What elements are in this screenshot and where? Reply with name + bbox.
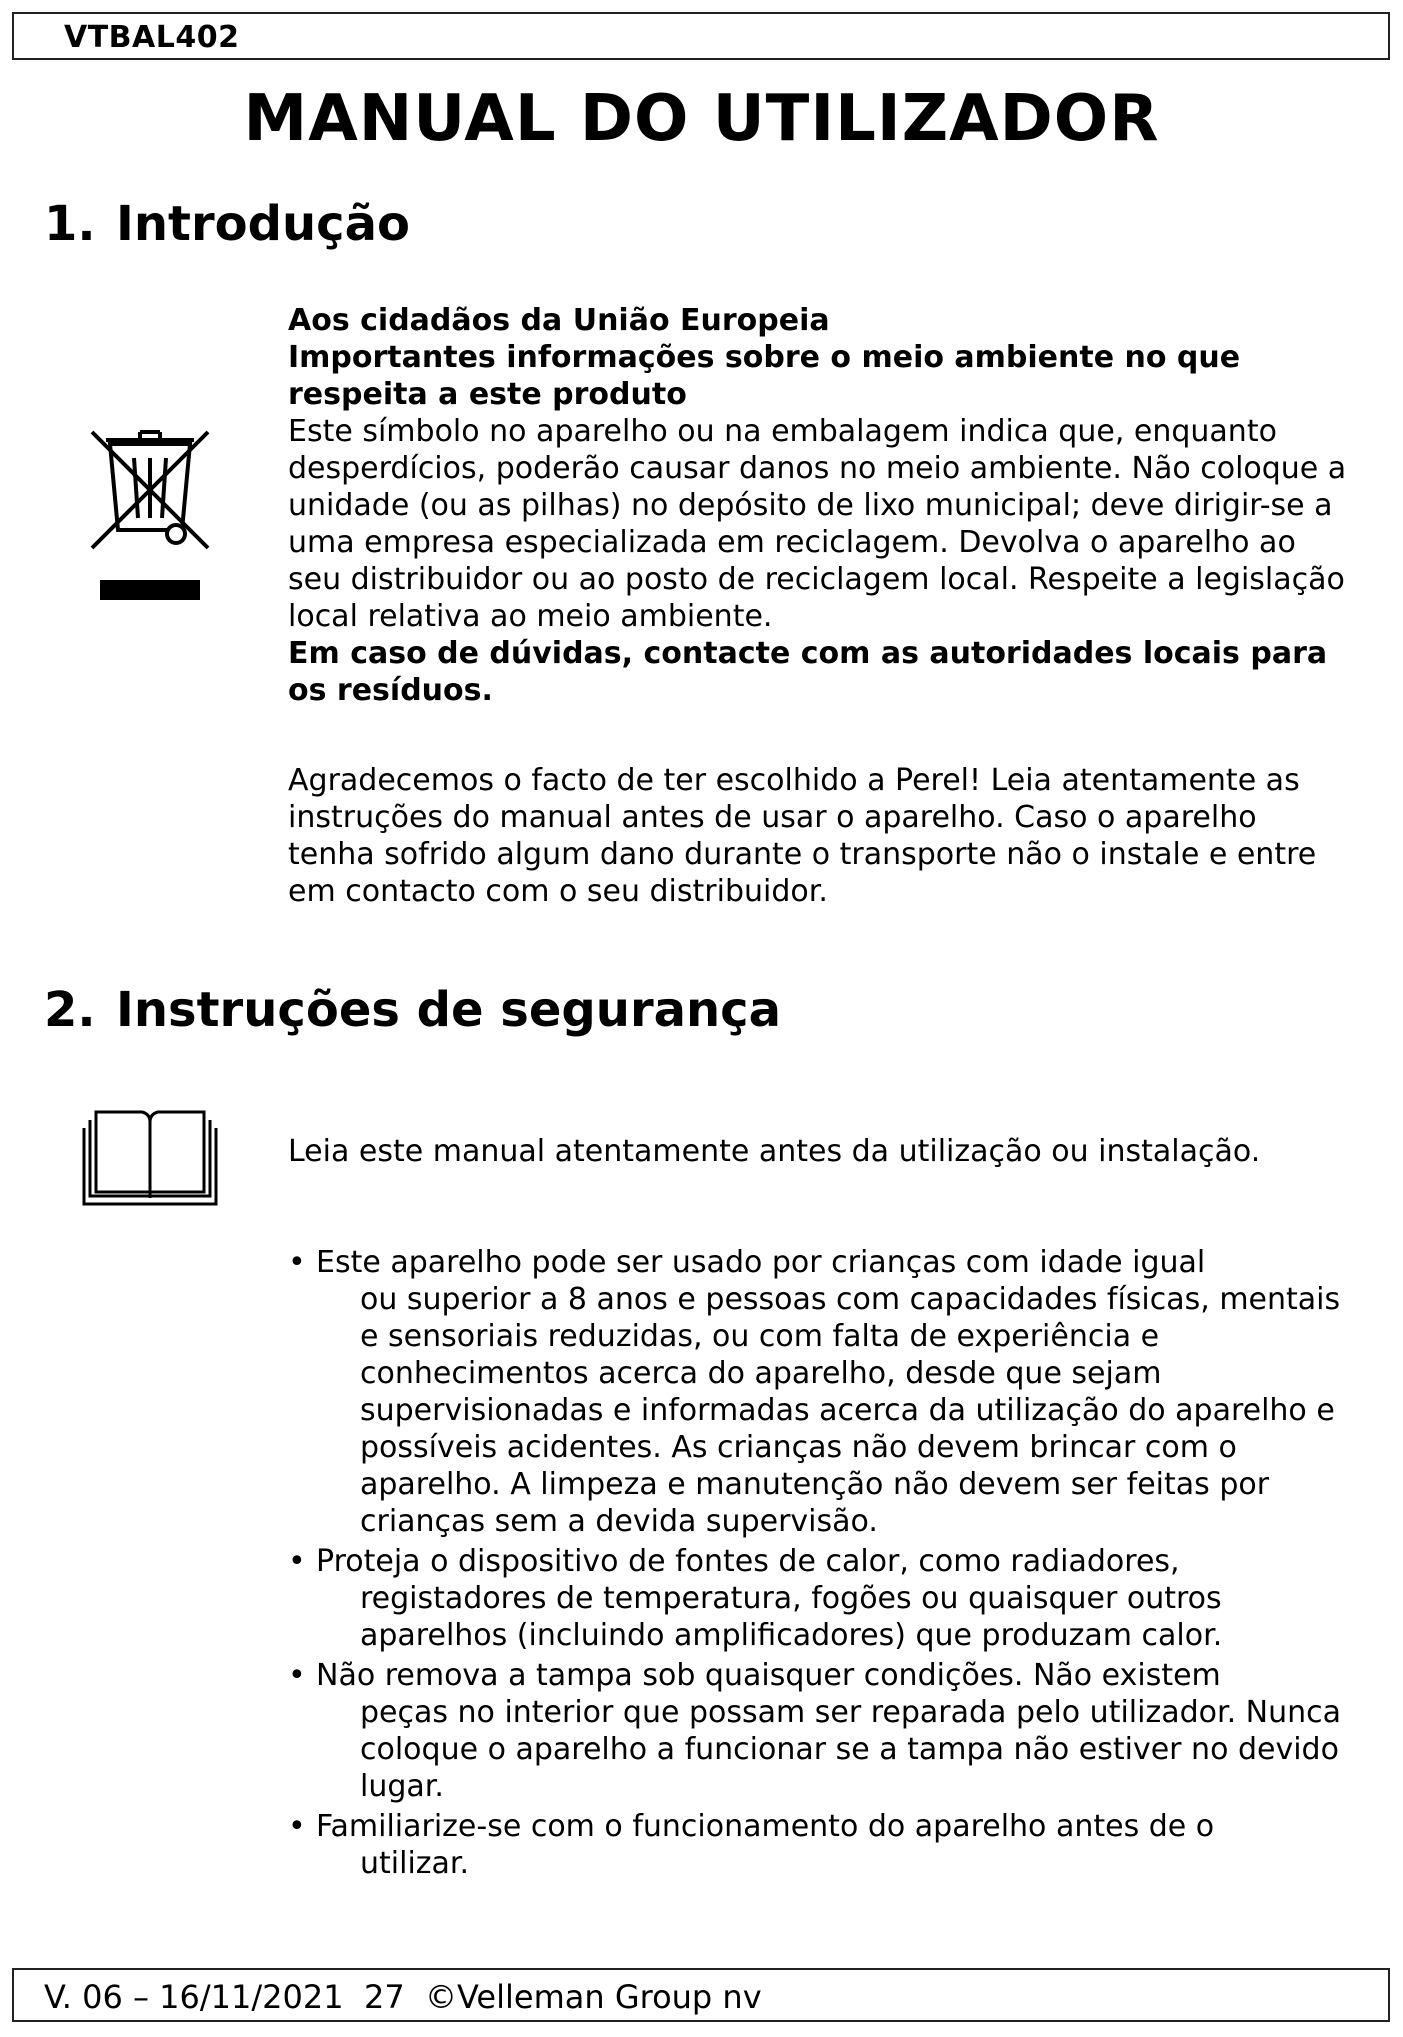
bullet-first-line: • Este aparelho pode ser usado por crianças com idade igual [316,1245,1206,1280]
model-number: VTBAL402 [64,20,240,55]
section-2-title: Instruções de segurança [116,982,782,1038]
read-manual-text: Leia este manual atentamente antes da utilização ou instalação. [288,1134,1261,1169]
section-1-number: 1. [44,196,96,252]
section-2-number: 2. [44,982,96,1038]
document-title: MANUAL DO UTILIZADOR [243,82,1160,156]
bullet-first-line: • Familiarize-se com o funcionamento do aparelho antes de o [316,1809,1215,1844]
list-item [288,1543,1348,1654]
read-manual-note [288,1133,1348,1170]
section-1-heading [44,196,410,252]
bullet-continuation: registadores de temperatura, fogões ou quaisquer outros aparelhos (incluindo amplificadores) que produzam calor. [360,1581,1223,1653]
bullet-continuation: utilizar. [360,1846,470,1881]
thanks-text: Agradecemos o facto de ter escolhido a Perel! Leia atentamente as instruções do manual antes de usar o aparelho. Caso o aparelho tenha sofrido algum dano durante o transporte não o instale e entre em contacto com o seu distribuidor. [288,763,1317,909]
footer-box [12,1968,1390,2022]
open-book-icon [80,1106,220,1206]
environment-text: Este símbolo no aparelho ou na embalagem indica que, enquanto desperdícios, poderão causar danos no meio ambiente. Não coloque a unidade (ou as pilhas) no depósito de lixo municipal; deve dirigir-se a uma empresa especializada em reciclagem. Devolva o aparelho ao seu distribuidor ou ao posto de reciclagem local. Respeite a legislação local relativa ao meio ambiente. [288,414,1347,634]
bullet-first-line: • Proteja o dispositivo de fontes de calor, como radiadores, [316,1544,1180,1579]
section-1-title: Introdução [116,196,410,252]
bullet-continuation: ou superior a 8 anos e pessoas com capacidades físicas, mentais e sensoriais reduzidas, ou com falta de experiência e conhecimentos acerca do aparelho, desde que sejam supervisionadas e informadas acerca da utilização do aparelho e possíveis acidentes. As crianças não devem brincar com o aparelho. A limpeza e manutenção não devem ser feitas por crianças sem a devida supervisão. [360,1282,1341,1539]
footer-copyright: ©Velleman Group nv [425,1978,762,2016]
section-2-heading [44,982,781,1038]
list-item [288,1244,1348,1540]
environment-contact-note: Em caso de dúvidas, contacte com as autoridades locais para os resíduos. [288,636,1328,708]
environment-title: Importantes informações sobre o meio ambiente no que respeita a este produto [288,340,1241,412]
list-item [288,1808,1348,1882]
eu-citizens-title: Aos cidadãos da União Europeia [288,303,830,338]
footer-page-number: 27 [363,1978,405,2016]
thanks-paragraph [288,762,1348,910]
safety-bullet-list [288,1244,1348,1885]
bullet-first-line: • Não remova a tampa sob quaisquer condições. Não existem [316,1658,1221,1693]
list-item [288,1657,1348,1805]
footer-line [44,1978,762,2016]
weee-crossed-bin-icon [88,428,214,604]
bullet-continuation: peças no interior que possam ser reparada pelo utilizador. Nunca coloque o aparelho a funcionar se a tampa não estiver no devido lugar. [360,1695,1341,1804]
weee-notice [288,302,1348,709]
footer-version: V. 06 – 16/11/2021 [44,1978,344,2016]
header-box [12,12,1390,60]
